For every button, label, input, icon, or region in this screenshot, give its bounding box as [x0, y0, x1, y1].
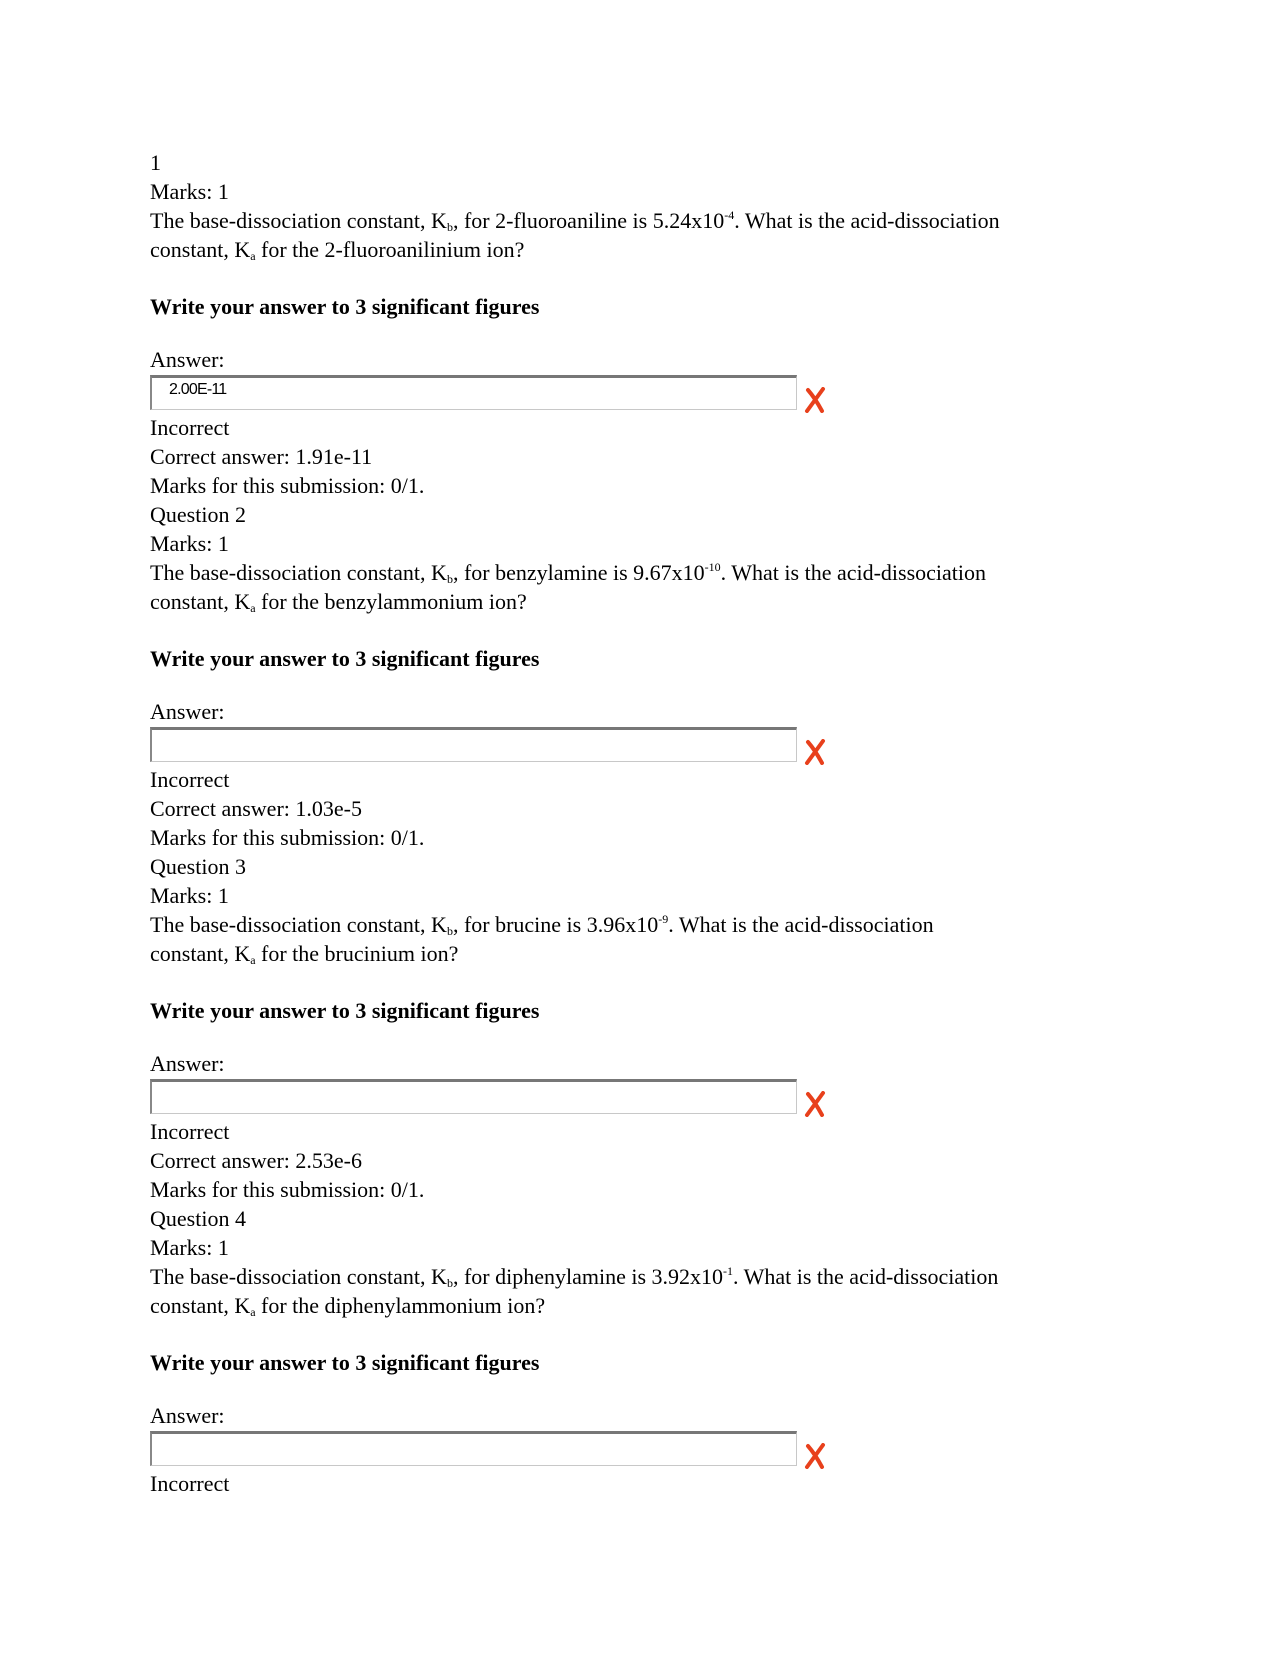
question-number: 1 — [150, 150, 161, 175]
question-instruction: Write your answer to 3 significant figures — [150, 646, 540, 671]
correct-answer: Correct answer: 2.53e-6 — [150, 1148, 362, 1173]
answer-label: Answer: — [150, 347, 225, 372]
answer-label: Answer: — [150, 699, 225, 724]
correct-answer: Correct answer: 1.03e-5 — [150, 796, 362, 821]
question-text: The base-dissociation constant, $K_b$, for brucine is $3.96x10^{-9}$. What is the acid-dissociation constant, $K_a$ for the brucinium ion? — [150, 912, 934, 967]
question-text: The base-dissociation constant, $K_b$, for 2-fluoroaniline is $5.24x10^{-4}$. What is the acid-dissociation constant, $K_a$ for the 2-fluoroanilinium ion? — [150, 208, 1000, 263]
marks-for-submission: Marks for this submission: 0/1. — [150, 825, 425, 850]
answer-status: Incorrect — [150, 1119, 230, 1144]
question-instruction: Write your answer to 3 significant figures — [150, 1350, 540, 1375]
question-number: Question 4 — [150, 1206, 246, 1231]
answer-input[interactable] — [150, 1431, 797, 1466]
question-block-4 — [150, 1204, 1150, 1498]
answer-row — [150, 375, 1150, 413]
question-number: Question 3 — [150, 854, 246, 879]
question-text: The base-dissociation constant, $K_b$, for diphenylamine is $3.92x10^{-1}$. What is the acid-dissociation constant, $K_a$ for the diphenylammonium ion? — [150, 1264, 999, 1319]
answer-row — [150, 727, 1150, 765]
cross-icon — [803, 1091, 827, 1117]
correct-answer: Correct answer: 1.91e-11 — [150, 444, 373, 469]
answer-input[interactable] — [150, 1079, 797, 1114]
marks-for-submission: Marks for this submission: 0/1. — [150, 1177, 425, 1202]
question-instruction: Write your answer to 3 significant figures — [150, 998, 540, 1023]
question-block-2 — [150, 500, 1150, 852]
answer-status: Incorrect — [150, 1471, 230, 1496]
answer-status: Incorrect — [150, 415, 230, 440]
quiz-review-page — [150, 148, 1150, 1498]
answer-input[interactable]: 2.00E-11 — [150, 375, 797, 410]
question-marks: Marks: 1 — [150, 1235, 229, 1260]
answer-label: Answer: — [150, 1051, 225, 1076]
answer-status: Incorrect — [150, 767, 230, 792]
question-number: Question 2 — [150, 502, 246, 527]
question-block-1 — [150, 148, 1150, 500]
question-marks: Marks: 1 — [150, 531, 229, 556]
cross-icon — [803, 387, 827, 413]
answer-row — [150, 1079, 1150, 1117]
question-text: The base-dissociation constant, $K_b$, for benzylamine is $9.67x10^{-10}$. What is the acid-dissociation constant, $K_a$ for the benzylammonium ion? — [150, 560, 987, 615]
question-marks: Marks: 1 — [150, 883, 229, 908]
answer-row — [150, 1431, 1150, 1469]
cross-icon — [803, 739, 827, 765]
answer-label: Answer: — [150, 1403, 225, 1428]
question-marks: Marks: 1 — [150, 179, 229, 204]
question-instruction: Write your answer to 3 significant figures — [150, 294, 540, 319]
cross-icon — [803, 1443, 827, 1469]
answer-input[interactable] — [150, 727, 797, 762]
question-block-3 — [150, 852, 1150, 1204]
marks-for-submission: Marks for this submission: 0/1. — [150, 473, 425, 498]
